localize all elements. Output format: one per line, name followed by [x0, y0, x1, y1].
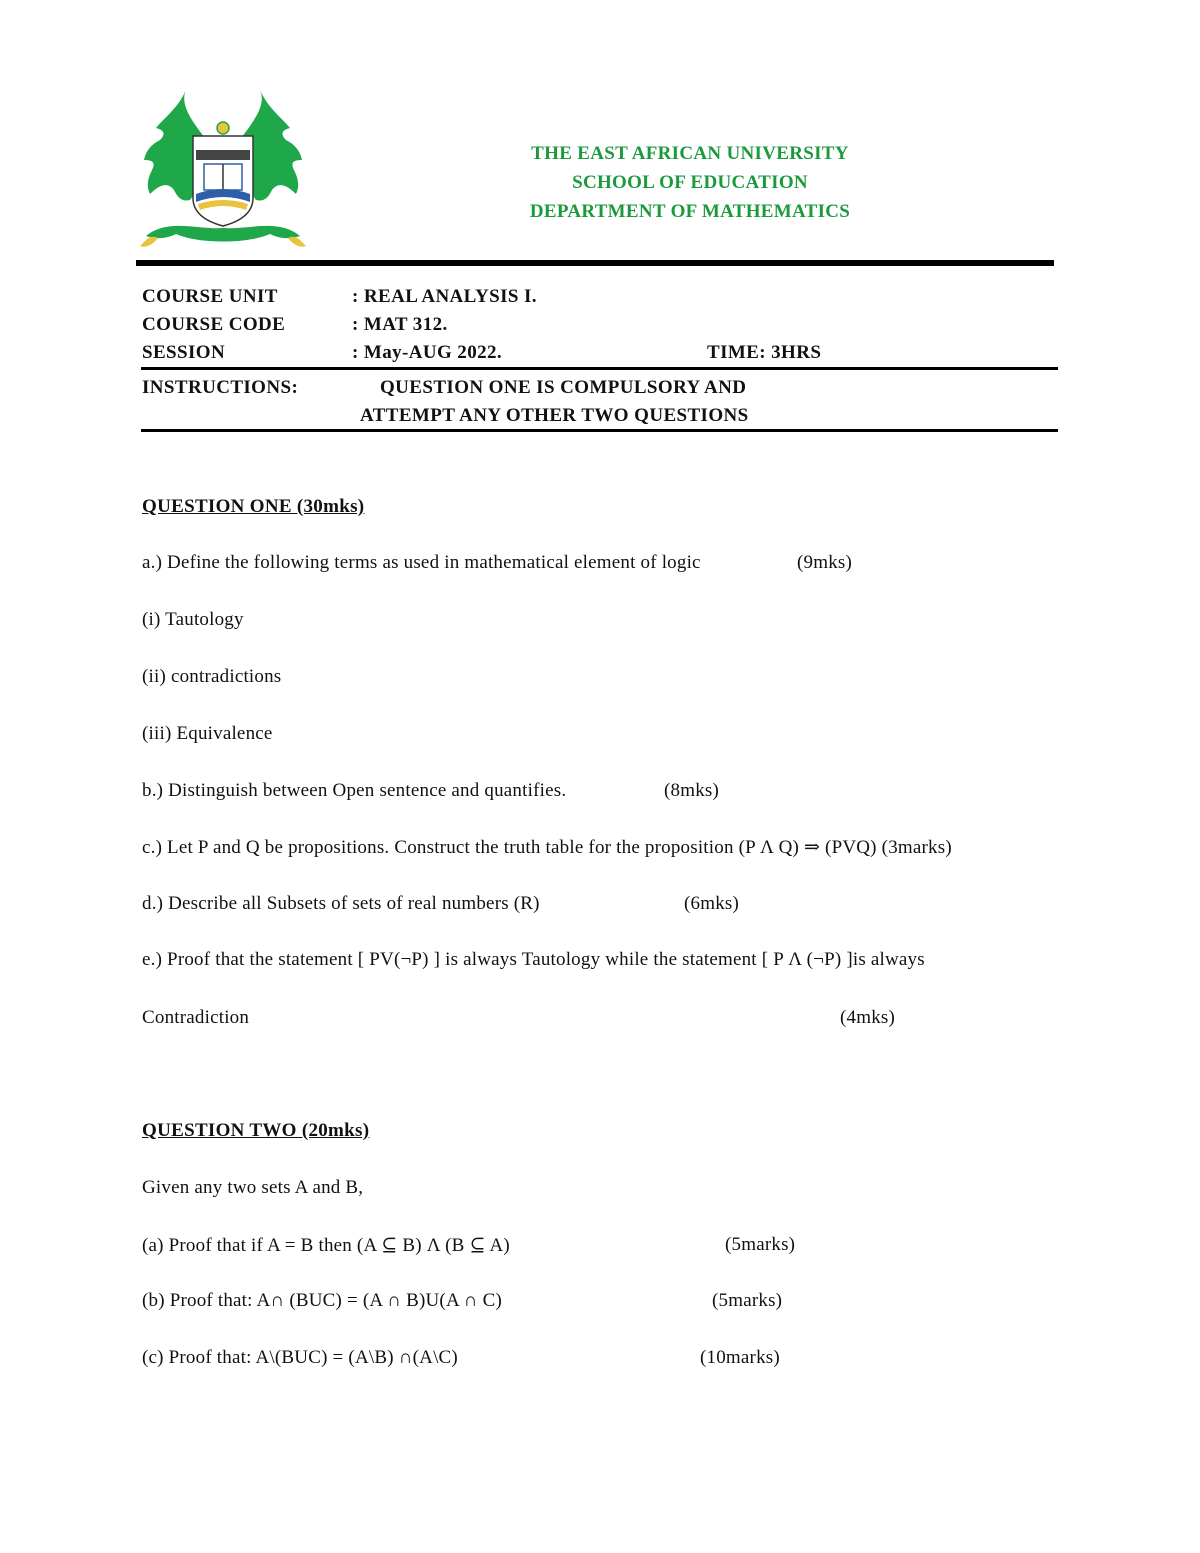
q2-part-c-marks: (10marks) [700, 1347, 780, 1368]
session-value: : May-AUG 2022. [352, 342, 503, 363]
q2-intro: Given any two sets A and B, [142, 1177, 364, 1198]
course-code-label: COURSE CODE [142, 314, 286, 335]
q2-part-a: (a) Proof that if A = B then (A ⊆ B) Λ (B ⊆ A) [142, 1235, 510, 1256]
course-code-value: : MAT 312. [352, 314, 448, 335]
q2-part-c: (c) Proof that: A\(BUC) = (A\B) ∩(A\C) [142, 1347, 458, 1368]
school-name: SCHOOL OF EDUCATION [572, 172, 808, 193]
q1-part-e: e.) Proof that the statement [ PV(¬P) ] is always Tautology while the statement [ P Λ (¬P) ]is always [142, 949, 925, 970]
q1-part-a: a.) Define the following terms as used in mathematical element of logic [142, 552, 701, 573]
q1-part-a-iii: (iii) Equivalence [142, 723, 273, 744]
q1-part-b-marks: (8mks) [664, 780, 720, 801]
header-divider [136, 260, 1054, 266]
q2-part-b: (b) Proof that: A∩ (BUC) = (A ∩ B)U(A ∩ C) [142, 1290, 503, 1311]
q1-part-b: b.) Distinguish between Open sentence and quantifies. [142, 780, 567, 801]
q1-part-a-i: (i) Tautology [142, 609, 244, 630]
q1-part-c: c.) Let P and Q be propositions. Construct the truth table for the proposition (P Λ Q) ⇒ (PVQ) (3marks) [142, 837, 952, 858]
q1-part-d: d.) Describe all Subsets of sets of real numbers (R) [142, 893, 540, 914]
instructions-label: INSTRUCTIONS: [142, 377, 299, 398]
university-crest-icon [138, 88, 308, 254]
q1-part-a-marks: (9mks) [797, 552, 853, 573]
university-name: THE EAST AFRICAN UNIVERSITY [531, 143, 849, 164]
session-label: SESSION [142, 342, 226, 363]
q1-part-e-marks: (4mks) [840, 1007, 896, 1028]
q2-part-b-marks: (5marks) [712, 1290, 783, 1311]
course-unit-value: : REAL ANALYSIS I. [352, 286, 537, 307]
q1-part-d-marks: (6mks) [684, 893, 740, 914]
instructions-divider [141, 429, 1058, 432]
course-divider [141, 367, 1058, 370]
instructions-line-1: QUESTION ONE IS COMPULSORY AND [380, 377, 747, 398]
exam-time: TIME: 3HRS [707, 342, 822, 363]
q1-part-a-ii: (ii) contradictions [142, 666, 282, 687]
department-name: DEPARTMENT OF MATHEMATICS [529, 201, 851, 222]
instructions-line-2: ATTEMPT ANY OTHER TWO QUESTIONS [360, 405, 749, 426]
q2-part-a-marks: (5marks) [725, 1234, 796, 1255]
course-unit-label: COURSE UNIT [142, 286, 278, 307]
question-one-heading: QUESTION ONE (30mks) [142, 496, 365, 517]
q1-part-e-continued: Contradiction [142, 1007, 250, 1028]
question-two-heading: QUESTION TWO (20mks) [142, 1120, 370, 1141]
